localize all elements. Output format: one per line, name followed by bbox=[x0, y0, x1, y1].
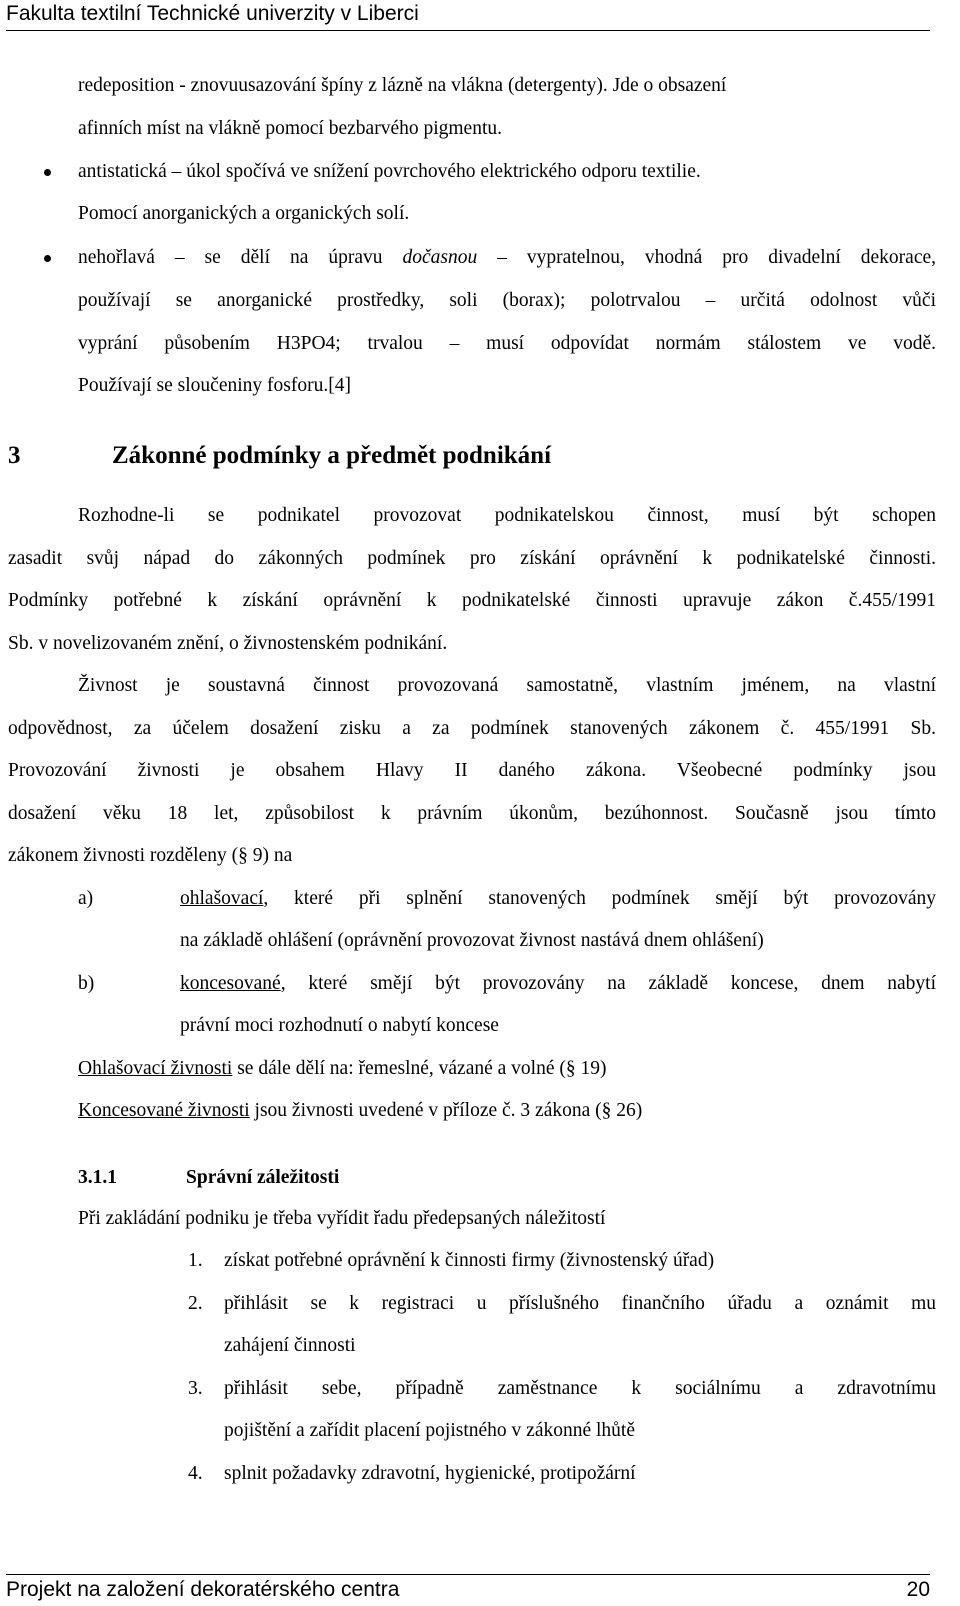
numbered-item-number: 3. bbox=[188, 1378, 203, 1399]
subsection-title: Správní záležitosti bbox=[186, 1167, 340, 1188]
subsection-number: 3.1.1 bbox=[78, 1167, 117, 1188]
paragraph-1-line-3: Podmínky potřebné k získání oprávnění k podnikatelské činnosti upravuje zákon č.455/1991 bbox=[8, 590, 936, 611]
numbered-item-number: 1. bbox=[188, 1250, 203, 1271]
paragraph-1-line-2: zasadit svůj nápad do zákonných podmínek pro získání oprávnění k podnikatelské činnosti. bbox=[8, 548, 936, 569]
bullet-0-line-2: afinních míst na vlákně pomocí bezbarvého pigmentu. bbox=[78, 118, 503, 139]
sentence-koncesovane: Koncesované živnosti jsou živnosti uvedené v příloze č. 3 zákona (§ 26) bbox=[78, 1100, 643, 1121]
term-koncesovane: koncesované bbox=[180, 973, 281, 994]
emphasis-text: dočasnou bbox=[402, 247, 478, 268]
term-ohlasovaci-zivnosti: Ohlašovací živnosti bbox=[78, 1058, 233, 1079]
paragraph-2-line-3: Provozování živnosti je obsahem Hlavy II daného zákona. Všeobecné podmínky jsou bbox=[8, 760, 936, 781]
bullet-dot bbox=[44, 255, 51, 262]
paragraph-2-line-2: odpovědnost, za účelem dosažení zisku a za podmínek stanovených zákonem č. 455/1991 Sb. bbox=[8, 718, 936, 739]
sentence-ohlasovaci: Ohlašovací živnosti se dále dělí na: řemeslné, vázané a volné (§ 19) bbox=[78, 1058, 607, 1079]
bullet-2-line-2: používají se anorganické prostředky, soli (borax); polotrvalou – určitá odolnost vůči bbox=[78, 290, 936, 311]
paragraph-1-line-1: Rozhodne-li se podnikatel provozovat podnikatelskou činnost, musí být schopen bbox=[78, 505, 936, 526]
list-item-b-line-2: právní moci rozhodnutí o nabytí koncese bbox=[180, 1015, 499, 1036]
numbered-item-3-line-2: pojištění a zařídit placení pojistného v zákonné lhůtě bbox=[224, 1420, 636, 1441]
bullet-dot bbox=[44, 169, 51, 176]
section-title: Zákonné podmínky a předmět podnikání bbox=[112, 442, 552, 469]
bullet-1-line-1: antistatická – úkol spočívá ve snížení povrchového elektrického odporu textilie. bbox=[78, 161, 701, 182]
list-item-a-line-2: na základě ohlášení (oprávnění provozovat živnost nastává dnem ohlášení) bbox=[180, 930, 764, 951]
page-number: 20 bbox=[906, 1578, 930, 1601]
bullet-0-line-1: redeposition - znovuusazování špíny z lázně na vlákna (detergenty). Jde o obsazení bbox=[78, 75, 727, 96]
numbered-item-2-line-2: zahájení činnosti bbox=[224, 1335, 356, 1356]
subsection-intro: Při zakládání podniku je třeba vyřídit řadu předepsaných náležitostí bbox=[78, 1208, 606, 1229]
bullet-2-line-1: nehořlavá – se dělí na úpravu dočasnou – vypratelnou, vhodná pro divadelní dekorace, bbox=[78, 247, 937, 268]
paragraph-1-line-4: Sb. v novelizovaném znění, o živnostenském podnikání. bbox=[8, 633, 448, 654]
term-ohlasovaci: ohlašovací bbox=[180, 888, 264, 909]
numbered-item-number: 2. bbox=[188, 1293, 203, 1314]
page-footer bbox=[6, 1574, 930, 1606]
page-header bbox=[6, 0, 930, 31]
numbered-item-3-line-1: přihlásit sebe, případně zaměstnance k sociálnímu a zdravotnímu bbox=[224, 1378, 936, 1399]
list-item-a-line-1: ohlašovací, které při splnění stanovených podmínek smějí být provozovány bbox=[180, 888, 936, 909]
paragraph-2-line-4: dosažení věku 18 let, způsobilost k právním úkonům, bezúhonnost. Současně jsou tímto bbox=[8, 803, 936, 824]
numbered-item-4-line-1: splnit požadavky zdravotní, hygienické, protipožární bbox=[224, 1463, 636, 1484]
term-koncesovane-zivnosti: Koncesované živnosti bbox=[78, 1100, 250, 1121]
list-label-b: b) bbox=[78, 973, 95, 994]
numbered-item-1-line-1: získat potřebné oprávnění k činnosti firmy (živnostenský úřad) bbox=[224, 1250, 715, 1271]
bullet-2-line-4: Používají se sloučeniny fosforu.[4] bbox=[78, 375, 351, 396]
footer-title: Projekt na založení dekoratérského centra bbox=[6, 1578, 400, 1601]
section-number: 3 bbox=[8, 442, 21, 469]
numbered-item-number: 4. bbox=[188, 1463, 203, 1484]
list-item-b-line-1: koncesované, které smějí být provozovány na základě koncese, dnem nabytí bbox=[180, 973, 936, 994]
paragraph-2-line-1: Živnost je soustavná činnost provozovaná samostatně, vlastním jménem, na vlastní bbox=[78, 675, 936, 696]
paragraph-2-line-5: zákonem živnosti rozděleny (§ 9) na bbox=[8, 845, 293, 866]
numbered-item-2-line-1: přihlásit se k registraci u příslušného finančního úřadu a oznámit mu bbox=[224, 1293, 936, 1314]
list-label-a: a) bbox=[78, 888, 94, 909]
bullet-2-line-3: vyprání působením H3PO4; trvalou – musí odpovídat normám stálostem ve vodě. bbox=[78, 333, 936, 354]
header-title: Fakulta textilní Technické univerzity v Liberci bbox=[6, 2, 419, 25]
bullet-1-line-2: Pomocí anorganických a organických solí. bbox=[78, 203, 410, 224]
